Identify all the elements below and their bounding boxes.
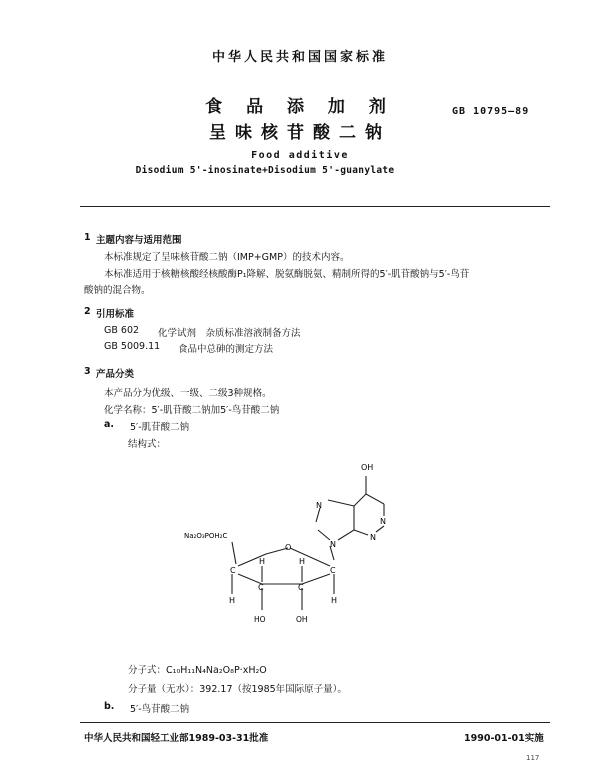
reference-1-text: 化学试剂 杂质标准溶液制备方法 bbox=[158, 328, 301, 339]
section-2-number: 2 bbox=[84, 306, 91, 317]
hydrogen-label-4: H bbox=[331, 596, 338, 605]
chemical-name: 化学名称：5′-肌苷酸二钠加5′-鸟苷酸二钠 bbox=[104, 405, 280, 416]
section-1-number: 1 bbox=[84, 232, 91, 243]
hydrogen-label-1: H bbox=[229, 596, 236, 605]
purine-n-label-1: N bbox=[380, 517, 386, 526]
item-a-label: a. bbox=[104, 419, 115, 430]
title-line-1: 食 品 添 加 剂 bbox=[205, 97, 395, 117]
section-1-title: 主题内容与适用范围 bbox=[96, 235, 182, 246]
ring-oxygen-label: O bbox=[285, 543, 292, 552]
molecular-weight: 分子量（无水）：392.17（按1985年国际原子量）。 bbox=[128, 684, 347, 695]
implementation-date: 1990-01-01实施 bbox=[464, 733, 544, 744]
reference-2-text: 食品中总砷的测定方法 bbox=[178, 344, 274, 355]
page-number: 117 bbox=[526, 754, 540, 762]
approval-statement: 中华人民共和国轻工业部1989-03-31批准 bbox=[84, 733, 269, 744]
english-title-line-2: Disodium 5'-inosinate+Disodium 5'-guanylate bbox=[135, 165, 395, 176]
item-b-text: 5′-鸟苷酸二钠 bbox=[130, 704, 190, 715]
hydrogen-label-2: H bbox=[259, 557, 266, 566]
hydroxyl-top-label: OH bbox=[361, 463, 374, 472]
reference-1-code: GB 602 bbox=[104, 325, 140, 336]
section-2-title: 引用标准 bbox=[96, 309, 135, 320]
carbon-label-2: C bbox=[258, 583, 264, 592]
purine-n-label-4: N bbox=[330, 540, 336, 549]
section-3-title: 产品分类 bbox=[96, 369, 135, 380]
hydroxyl-bottom-left-label: HO bbox=[254, 615, 266, 624]
structure-label: 结构式： bbox=[128, 439, 167, 450]
item-b-label: b. bbox=[104, 701, 115, 712]
item-a-text: 5′-肌苷酸二钠 bbox=[130, 422, 190, 433]
section-1-paragraph-1: 本标准规定了呈味核苷酸二钠（IMP+GMP）的技术内容。 bbox=[104, 252, 350, 263]
purine-n-label-2: N bbox=[370, 533, 376, 542]
reference-2-code: GB 5009.11 bbox=[104, 341, 161, 352]
section-1-paragraph-2a: 本标准适用于核糖核酸经核酸酶P₁降解、脱氨酶脱氨、精制所得的5′-肌苷酸钠与5′-鸟苷 bbox=[104, 269, 470, 280]
section-3-paragraph-1: 本产品分为优级、一级、二级3种规格。 bbox=[104, 388, 272, 399]
purine-n-label-3: N bbox=[316, 501, 322, 510]
carbon-label-4: C bbox=[330, 566, 336, 575]
top-divider bbox=[80, 206, 550, 207]
bottom-divider bbox=[80, 722, 550, 723]
carbon-label-3: C bbox=[298, 583, 304, 592]
phosphate-group-label: Na₂O₃POH₂C bbox=[184, 532, 228, 540]
hydroxyl-bottom-right-label: OH bbox=[296, 615, 308, 624]
section-1-paragraph-2b: 酸钠的混合物。 bbox=[84, 285, 151, 296]
structural-formula bbox=[170, 450, 430, 640]
standard-number: GB 10795—89 bbox=[452, 106, 530, 117]
section-3-number: 3 bbox=[84, 366, 91, 377]
title-line-2: 呈味核苷酸二钠 bbox=[209, 123, 391, 143]
english-title-line-1: Food additive bbox=[251, 150, 349, 161]
molecular-formula: 分子式：C₁₀H₁₁N₄Na₂O₈P·xH₂O bbox=[128, 665, 267, 676]
hydrogen-label-3: H bbox=[299, 557, 306, 566]
standard-org-header: 中华人民共和国国家标准 bbox=[211, 50, 388, 65]
carbon-label-1: C bbox=[230, 566, 236, 575]
